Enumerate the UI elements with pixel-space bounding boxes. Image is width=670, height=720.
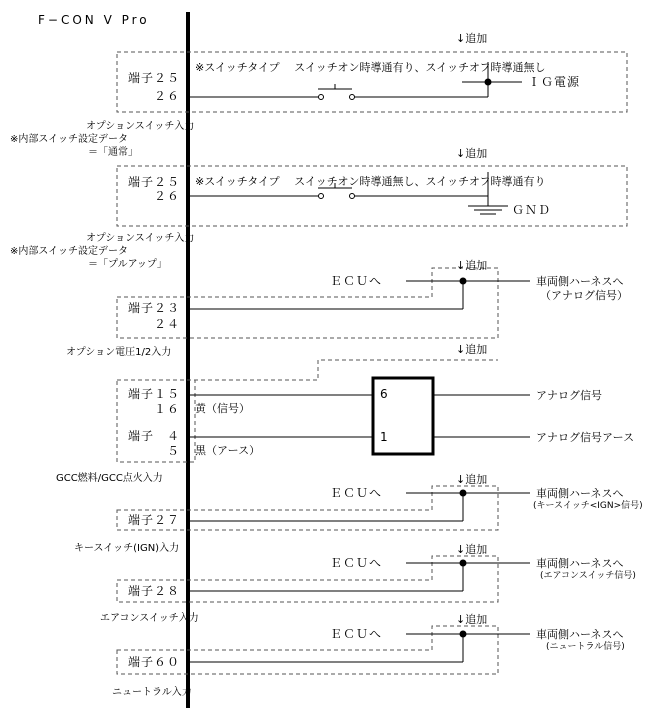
sec4-terminal-b: １６ [153, 402, 180, 416]
sec7-add-arrow: ↓追加 [456, 613, 488, 626]
sec1-switch-contact-right [350, 95, 355, 100]
sec1-add-arrow: ↓追加 [456, 32, 488, 45]
sec6-junction-dot [460, 560, 466, 566]
sec2-switch-contact-right [350, 194, 355, 199]
sec7-signal: (ニュートラル信号) [546, 642, 625, 652]
sec2-switch-contact-left [319, 194, 324, 199]
sec7-ecu: ＥＣＵへ [330, 627, 383, 641]
key-switch-label: キースイッチ(IGN)入力 [74, 543, 180, 554]
sec7-terminal: 端子６０ [128, 655, 181, 669]
sec4-terminal-d: ５ [166, 444, 180, 458]
sec4-wire-yellow: 黄（信号） [195, 402, 250, 415]
opt-switch-2-setting: ※内部スイッチ設定データ [10, 246, 128, 257]
sec5-add-arrow: ↓追加 [456, 473, 488, 486]
sec1-switch-note: ※スイッチタイプ スイッチオン時導通有り、スイッチオフ時導通無し [195, 61, 546, 74]
sec7-junction-dot [460, 631, 466, 637]
ac-switch-label: エアコンスイッチ入力 [100, 613, 199, 624]
sec4-add-arrow: ↓追加 [456, 343, 488, 356]
sec4-pin-6: 6 [380, 387, 389, 401]
sec4-analog-signal: アナログ信号 [536, 389, 602, 402]
sec3-terminal-a: 端子２３ [128, 301, 181, 315]
sec3-harness: 車両側ハーネスへ [536, 275, 624, 288]
opt-switch-1-label: オプションスイッチ入力 [86, 121, 195, 132]
opt-voltage-label: オプション電圧1/2入力 [66, 347, 172, 358]
sec6-ecu: ＥＣＵへ [330, 556, 383, 570]
sec5-terminal: 端子２７ [128, 513, 181, 527]
opt-switch-2-value: ＝「プルアップ」 [88, 259, 167, 270]
sec7-harness: 車両側ハーネスへ [536, 628, 624, 641]
sec2-switch-note: ※スイッチタイプ スイッチオン時導通無し、スイッチオフ時導通有り [195, 175, 546, 188]
sec1-switch-contact-left [319, 95, 324, 100]
sec3-ecu: ＥＣＵへ [330, 274, 383, 288]
sec3-signal: （アナログ信号） [540, 289, 628, 302]
sec6-add-arrow: ↓追加 [456, 543, 488, 556]
sec5-harness: 車両側ハーネスへ [536, 487, 624, 500]
sec2-gnd: ＧＮＤ [512, 203, 552, 217]
opt-switch-1-setting: ※内部スイッチ設定データ [10, 134, 128, 145]
sec2-terminal-b: ２６ [153, 189, 180, 203]
sec2-add-arrow: ↓追加 [456, 147, 488, 160]
sec4-terminal-a: 端子１５ [128, 387, 181, 401]
sec4-pin-1: 1 [380, 430, 389, 444]
sec1-terminal-b: ２６ [153, 89, 180, 103]
diagram-title: F−CON V Pro [38, 13, 150, 27]
gcc-input-label: GCC燃料/GCC点火入力 [56, 473, 163, 484]
sec6-signal: (エアコンスイッチ信号) [540, 571, 636, 581]
sec1-ig-power: ＩＧ電源 [528, 75, 581, 89]
neutral-input-label: ニュートラル入力 [112, 687, 192, 698]
sec2-terminal-a: 端子２５ [128, 175, 181, 189]
sec6-terminal: 端子２８ [128, 584, 181, 598]
sec3-junction-dot [460, 278, 466, 284]
sec5-ecu: ＥＣＵへ [330, 486, 383, 500]
sec5-junction-dot [460, 490, 466, 496]
sec4-analog-ground: アナログ信号アース [536, 431, 635, 444]
opt-switch-2-label: オプションスイッチ入力 [86, 233, 195, 244]
sec1-terminal-a: 端子２５ [128, 71, 181, 85]
sec3-terminal-b: ２４ [153, 317, 180, 331]
sec4-dashed-top [117, 360, 498, 380]
opt-switch-1-value: ＝「通常」 [88, 147, 138, 158]
sec1-junction-dot [485, 79, 491, 85]
sec6-harness: 車両側ハーネスへ [536, 557, 624, 570]
sec4-terminal-c: 端子 ４ [128, 429, 181, 443]
sec5-signal: (キースイッチ<IGN>信号) [533, 501, 643, 511]
sec3-add-arrow: ↓追加 [456, 259, 488, 272]
sec4-wire-black: 黒（アース） [195, 444, 261, 457]
